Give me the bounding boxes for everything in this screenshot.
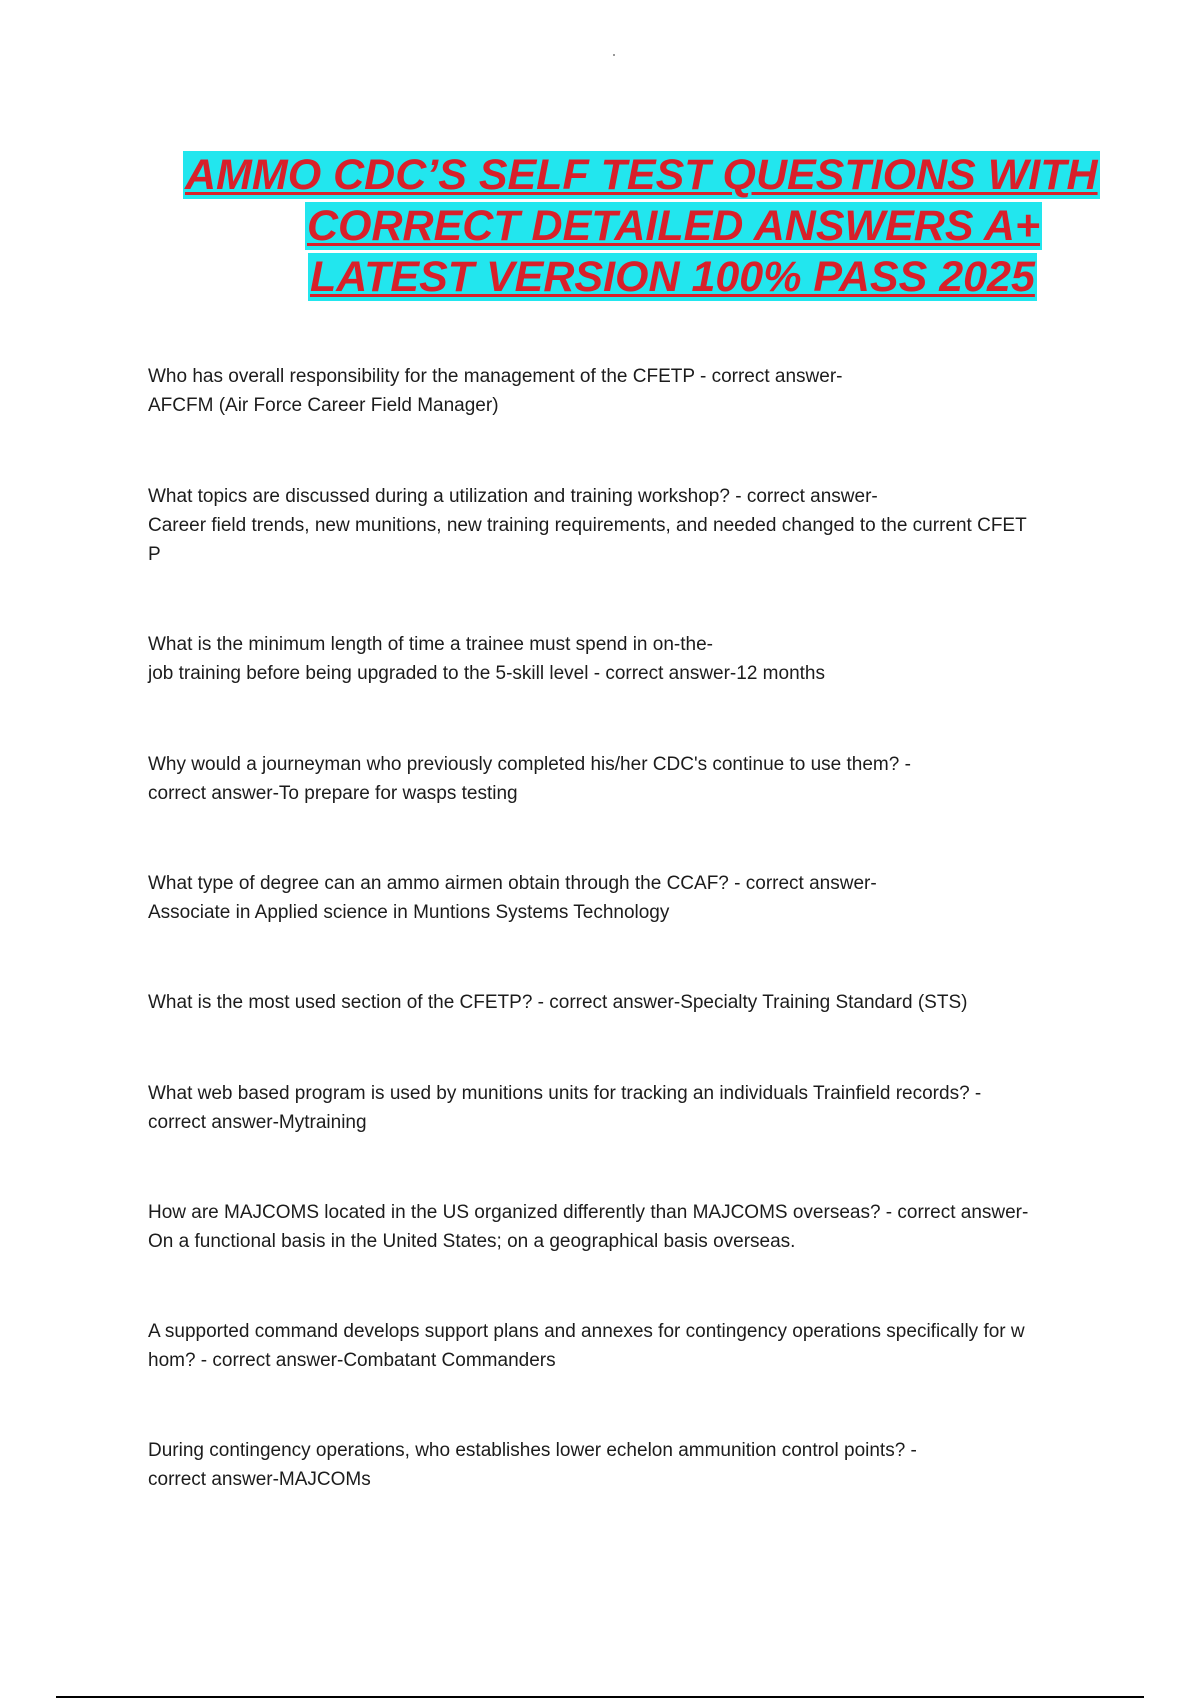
qa-text-line: A supported command develops support plans and annexes for contingency operations specifically for w: [148, 1321, 1025, 1342]
qa-text-line: How are MAJCOMS located in the US organized differently than MAJCOMS overseas? - correct answer-: [148, 1202, 1029, 1223]
qa-item-5: [148, 869, 1098, 927]
qa-item-6: [148, 988, 1098, 1017]
title-line-2: CORRECT DETAILED ANSWERS A+: [307, 202, 1041, 250]
qa-text-line: hom? - correct answer-Combatant Commanders: [148, 1350, 556, 1371]
qa-text-line: Career field trends, new munitions, new training requirements, and needed changed to the current CFET: [148, 515, 1027, 536]
qa-text-line: P: [148, 544, 161, 565]
qa-item-9: [148, 1317, 1098, 1375]
qa-text-line: job training before being upgraded to the 5-skill level - correct answer-12 months: [148, 663, 825, 684]
qa-text-line: correct answer-Mytraining: [148, 1112, 367, 1133]
title-line-3: LATEST VERSION 100% PASS 2025: [310, 253, 1035, 301]
qa-text-line: During contingency operations, who establishes lower echelon ammunition control points? -: [148, 1440, 917, 1461]
scan-mark: [613, 54, 615, 56]
qa-text-line: What is the minimum length of time a trainee must spend in on-the-: [148, 634, 713, 655]
qa-text-line: What type of degree can an ammo airmen obtain through the CCAF? - correct answer-: [148, 873, 877, 894]
qa-text-line: correct answer-MAJCOMs: [148, 1469, 371, 1490]
qa-text-line: AFCFM (Air Force Career Field Manager): [148, 395, 499, 416]
qa-text-line: Associate in Applied science in Muntions Systems Technology: [148, 902, 670, 923]
qa-item-10: [148, 1436, 1098, 1494]
qa-text-line: correct answer-To prepare for wasps testing: [148, 783, 518, 804]
qa-item-7: [148, 1079, 1098, 1137]
title-line-1: AMMO CDC’S SELF TEST QUESTIONS WITH: [185, 151, 1098, 199]
qa-item-3: [148, 630, 1098, 688]
qa-text-line: Who has overall responsibility for the management of the CFETP - correct answer-: [148, 366, 843, 387]
bottom-rule: [56, 1696, 1144, 1698]
qa-text-line: Why would a journeyman who previously completed his/her CDC's continue to use them? -: [148, 754, 911, 775]
document-title: [183, 150, 1123, 303]
qa-text-line: What is the most used section of the CFETP? - correct answer-Specialty Training Standard (STS): [148, 992, 968, 1013]
qa-item-1: [148, 362, 1098, 420]
qa-item-8: [148, 1198, 1098, 1256]
qa-text-line: On a functional basis in the United States; on a geographical basis overseas.: [148, 1231, 796, 1252]
qa-item-2: [148, 482, 1098, 569]
qa-item-4: [148, 750, 1098, 808]
qa-text-line: What topics are discussed during a utilization and training workshop? - correct answer-: [148, 486, 878, 507]
qa-text-line: What web based program is used by munitions units for tracking an individuals Trainfield records? -: [148, 1083, 982, 1104]
